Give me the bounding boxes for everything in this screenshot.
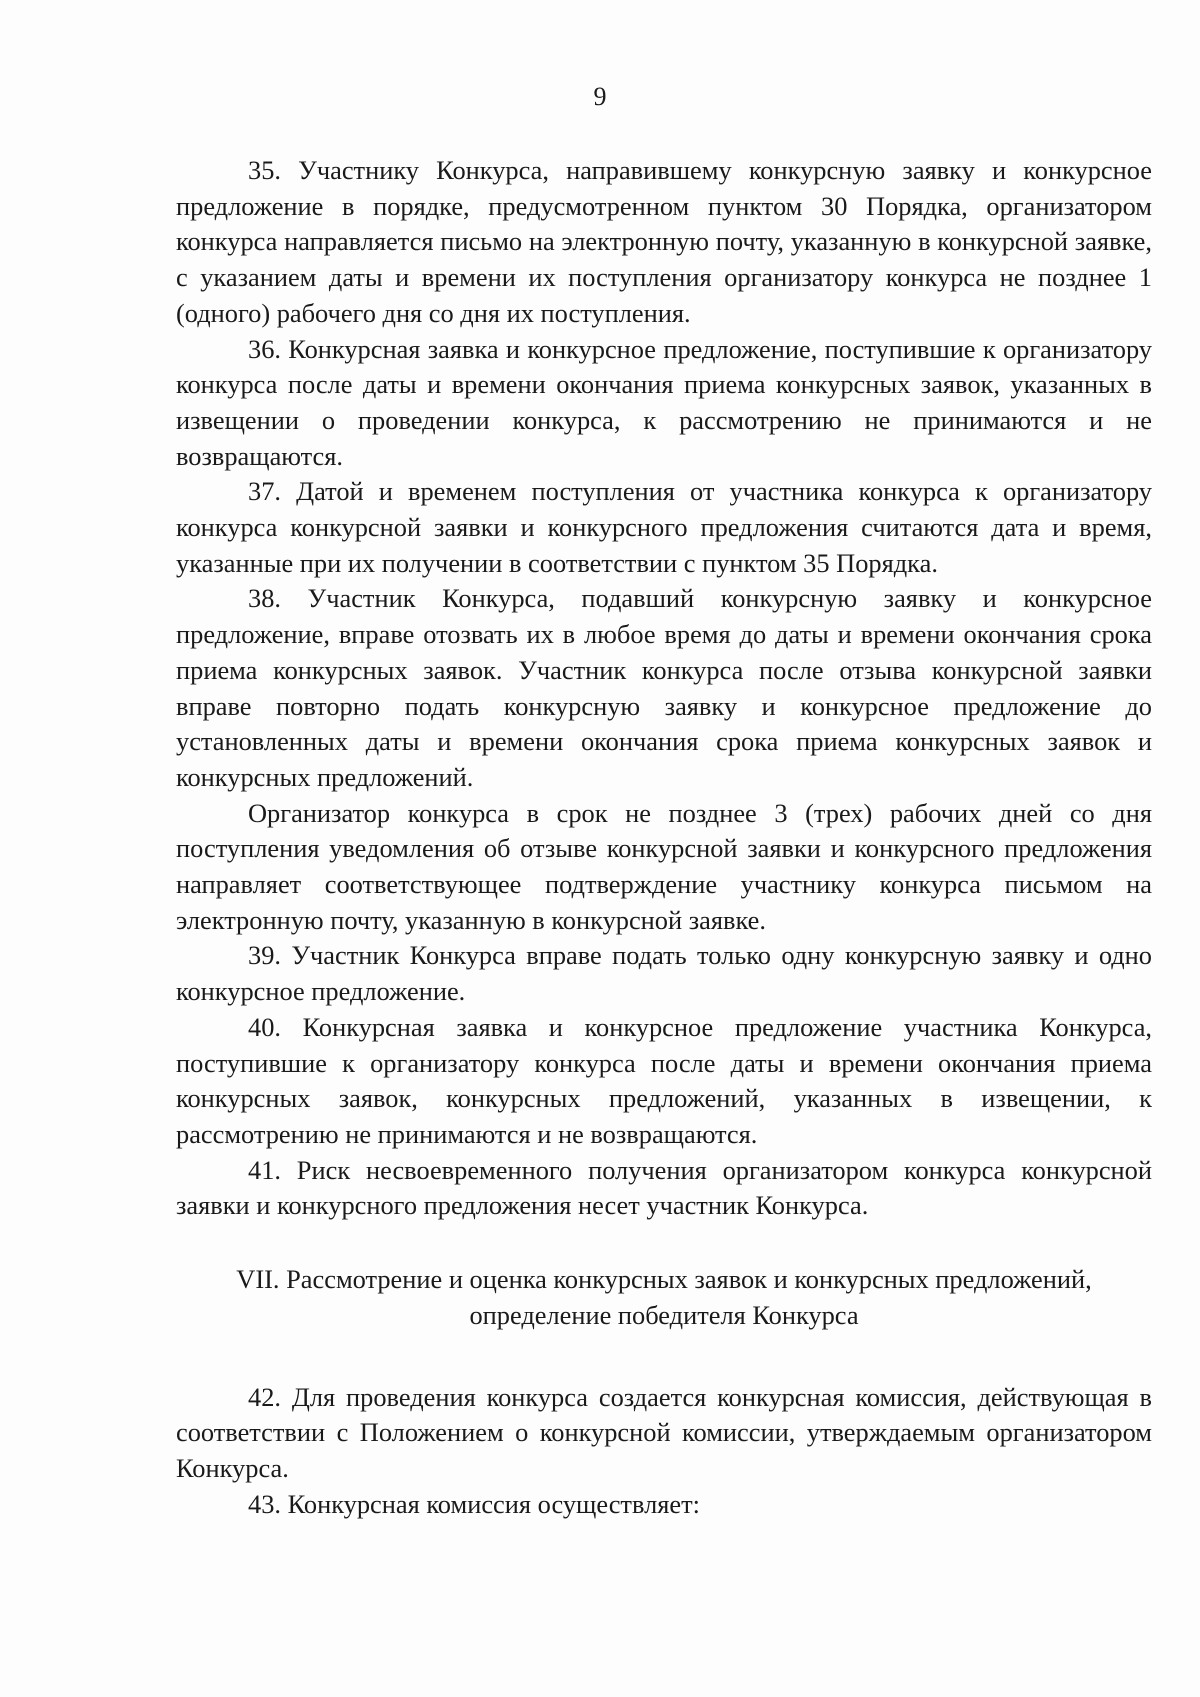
document-body [176,153,1152,1522]
page-number: 9 [593,82,607,111]
paragraph-40: 40. Конкурсная заявка и конкурсное предложение участника Конкурса, поступившие к организатору конкурса после даты и времени окончания приема конкурсных заявок, конкурсных предложений, указанных в извещении, к рассмотрению не принимаются и не возвращаются. [176,1011,1152,1149]
paragraph-38: 38. Участник Конкурса, подавший конкурсную заявку и конкурсное предложение, вправе отозвать их в любое время до даты и времени окончания срока приема конкурсных заявок. Участник конкурса после отзыва конкурсной заявки вправе повторно подать конкурсную заявку и конкурсное предложение до установленных даты и времени окончания срока приема конкурсных заявок и конкурсных предложений. [176,583,1152,792]
paragraph-35: 35. Участнику Конкурса, направившему конкурсную заявку и конкурсное предложение в порядке, предусмотренном пунктом 30 Порядка, организатором конкурса направляется письмо на электронную почту, указанную в конкурсной заявке, с указанием даты и времени их поступления организатору конкурса не позднее 1 (одного) рабочего дня со дня их поступления. [176,155,1152,328]
paragraph-37: 37. Датой и временем поступления от участника конкурса к организатору конкурса конкурсной заявки и конкурсного предложения считаются дата и время, указанные при их получении в соответствии с пунктом 35 Порядка. [176,476,1152,578]
paragraph-36: 36. Конкурсная заявка и конкурсное предложение, поступившие к организатору конкурса после даты и времени окончания приема конкурсных заявок, указанных в извещении о проведении конкурса, к рассмотрению не принимаются и не возвращаются. [176,333,1152,471]
paragraph-41: 41. Риск несвоевременного получения организатором конкурса конкурсной заявки и конкурсного предложения несет участник Конкурса. [176,1154,1152,1221]
paragraph-39: 39. Участник Конкурса вправе подать только одну конкурсную заявку и одно конкурсное предложение. [176,940,1152,1007]
paragraph-38-continued: Организатор конкурса в срок не позднее 3 (трех) рабочих дней со дня поступления уведомления об отзыве конкурсной заявки и конкурсного предложения направляет соответствующее подтверждение участнику конкурса письмом на электронную почту, указанную в конкурсной заявке. [176,797,1152,935]
section-heading-line-2: определение победителя Конкурса [469,1299,859,1330]
paragraph-43: 43. Конкурсная комиссия осуществляет: [248,1488,700,1519]
section-heading [176,1262,1152,1333]
section-heading-line-1: VII. Рассмотрение и оценка конкурсных заявок и конкурсных предложений, [236,1264,1092,1295]
paragraph-42: 42. Для проведения конкурса создается конкурсная комиссия, действующая в соответствии с Положением о конкурсной комиссии, утверждаемым организатором Конкурса. [176,1381,1152,1483]
